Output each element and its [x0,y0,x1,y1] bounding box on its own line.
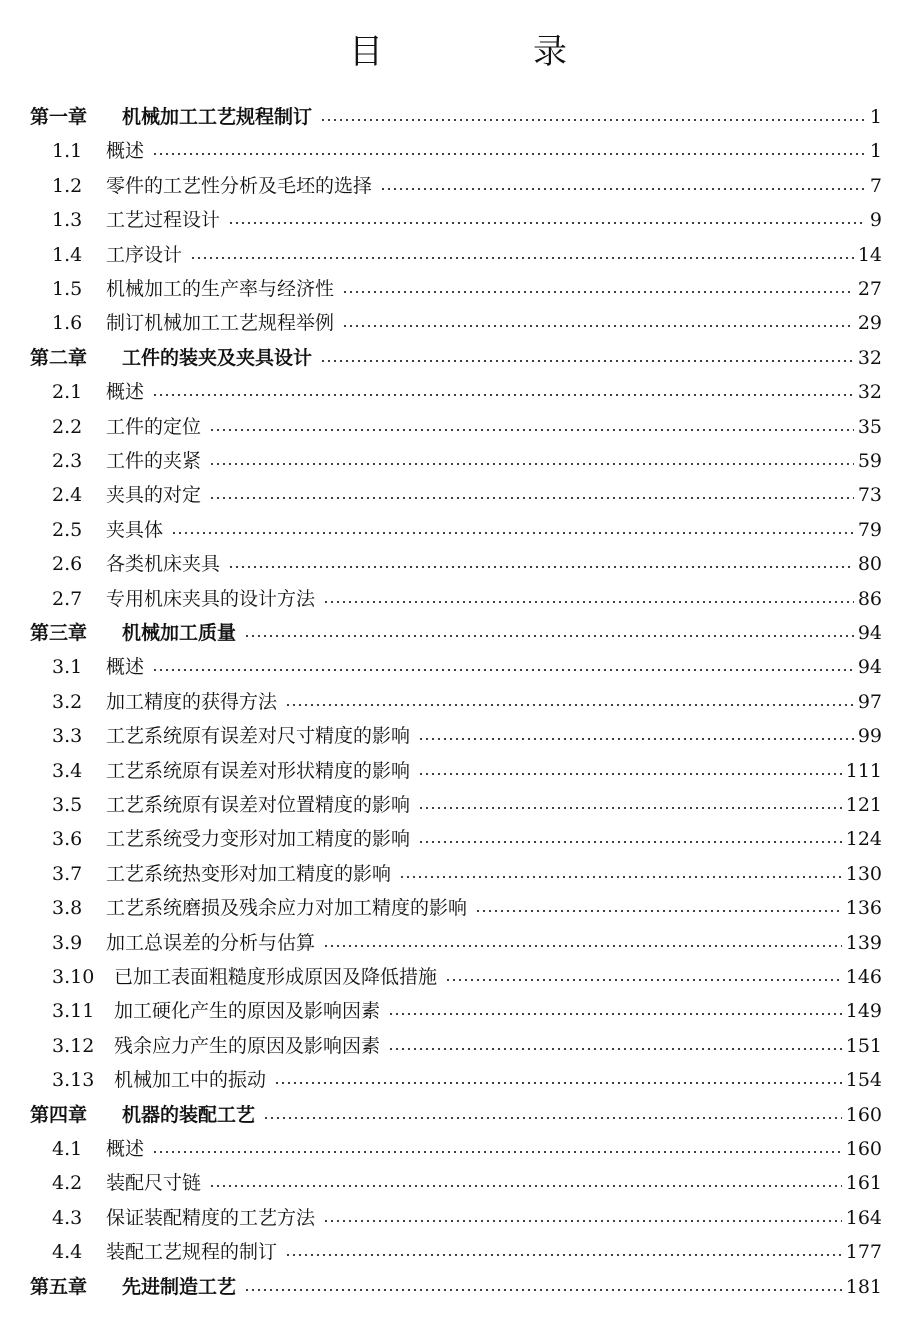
dot-leader [209,1185,842,1187]
dot-leader [418,773,842,775]
toc-page-number: 99 [857,725,882,748]
toc-page-number: 80 [857,553,882,576]
toc-section-entry[interactable] [52,1029,882,1063]
toc-entry-title: 工艺过程设计 [106,209,221,232]
toc-page-number: 160 [845,1138,882,1160]
dot-leader [323,945,842,947]
dot-leader [285,1254,842,1256]
toc-entry-number: 2.4 [52,484,83,507]
toc-entry-number: 2.3 [52,450,83,472]
toc-entry-title: 工件的夹紧 [106,450,202,472]
toc-entry-number: 3.5 [52,794,83,816]
toc-entry-number: 3.12 [52,1034,95,1057]
toc-entry-number: 3.1 [52,656,83,679]
toc-entry-title: 工艺系统热变形对加工精度的影响 [106,862,392,885]
toc-section-entry[interactable] [52,754,882,788]
dot-leader [190,257,854,259]
dot-leader [171,532,854,534]
toc-page-number: 130 [845,862,882,885]
toc-section-entry[interactable] [52,926,882,960]
toc-section-entry[interactable] [52,685,882,719]
toc-entry-number: 3.8 [52,897,83,920]
toc-section-entry[interactable] [52,650,882,684]
toc-section-entry[interactable] [52,513,882,547]
toc-entry-number: 1.3 [52,209,83,232]
toc-entry-title: 已加工表面粗糙度形成原因及降低措施 [114,966,438,988]
toc-entry-number: 2.2 [52,415,83,438]
toc-entry-number: 1.5 [52,278,83,300]
toc-entry-title: 机械加工质量 [122,622,237,644]
toc-entry-title: 工序设计 [106,243,183,266]
toc-section-entry[interactable] [52,1063,882,1097]
toc-section-entry[interactable] [52,169,882,203]
toc-entry-number: 3.6 [52,828,83,851]
toc-entry-title: 概述 [106,140,145,163]
toc-page-number: 59 [857,450,882,472]
dot-leader [323,601,854,603]
dot-leader [209,429,854,431]
toc-entry-number: 第一章 [30,106,88,128]
toc-entry-title: 工艺系统原有误差对尺寸精度的影响 [106,725,411,748]
toc-chapter-entry[interactable] [30,100,882,134]
toc-section-entry[interactable] [52,788,882,822]
toc-entry-title: 各类机床夹具 [106,553,221,576]
toc-entry-number: 4.1 [52,1138,83,1160]
toc-page-number: 121 [845,794,882,816]
toc-section-entry[interactable] [52,203,882,237]
toc-entry-number: 3.7 [52,862,83,885]
toc-section-entry[interactable] [52,582,882,616]
dot-leader [380,188,866,190]
toc-entry-title: 机器的装配工艺 [122,1103,256,1126]
dot-leader [418,807,842,809]
toc-entry-title: 加工精度的获得方法 [106,690,278,713]
toc-section-entry[interactable] [52,375,882,409]
toc-entry-number: 2.7 [52,587,83,610]
toc-chapter-entry[interactable] [30,341,882,375]
toc-page-number: 94 [857,656,882,679]
toc-section-entry[interactable] [52,891,882,925]
dot-leader [152,669,854,671]
dot-leader [399,876,842,878]
toc-entry-title: 机械加工的生产率与经济性 [106,278,335,300]
dot-leader [320,360,854,362]
toc-entry-title: 工件的装夹及夹具设计 [122,346,313,369]
toc-section-entry[interactable] [52,1166,882,1200]
toc-entry-number: 第三章 [30,622,88,644]
toc-chapter-entry[interactable] [30,1270,882,1304]
toc-entry-title: 工艺系统原有误差对位置精度的影响 [106,794,411,816]
dot-leader [418,738,854,740]
dot-leader [209,497,854,499]
toc-page-number: 164 [845,1206,882,1229]
toc-entry-number: 4.4 [52,1241,83,1264]
dot-leader [228,222,866,224]
toc-entry-title: 专用机床夹具的设计方法 [106,587,316,610]
toc-page-number: 149 [845,1000,882,1023]
toc-entry-title: 制订机械加工工艺规程举例 [106,312,335,335]
dot-leader [475,910,842,912]
toc-page-number: 146 [845,966,882,988]
toc-entry-title: 装配工艺规程的制订 [106,1241,278,1264]
toc-entry-title: 保证装配精度的工艺方法 [106,1206,316,1229]
toc-page-number: 79 [857,518,882,541]
dot-leader [152,153,866,155]
toc-entry-title: 夹具体 [106,518,164,541]
page-title: 目 录 [349,32,625,72]
toc-section-entry[interactable] [52,444,882,478]
dot-leader [320,119,866,121]
toc-entry-number: 第四章 [30,1103,88,1126]
toc-page-number: 94 [857,622,882,644]
toc-entry-title: 残余应力产生的原因及影响因素 [114,1034,381,1057]
toc-entry-number: 3.10 [52,966,95,988]
toc-section-entry[interactable] [52,410,882,444]
toc-chapter-entry[interactable] [30,1098,882,1132]
dot-leader [152,394,854,396]
toc-entry-title: 先进制造工艺 [122,1275,237,1298]
toc-entry-number: 1.6 [52,312,83,335]
dot-leader [244,635,854,637]
dot-leader [323,1220,842,1222]
toc-entry-title: 概述 [106,656,145,679]
toc-page-number: 32 [857,346,882,369]
dot-leader [263,1117,842,1119]
toc-section-entry[interactable] [52,1201,882,1235]
toc-entry-title: 加工总误差的分析与估算 [106,931,316,954]
toc-section-entry[interactable] [52,547,882,581]
toc-section-entry[interactable] [52,1132,882,1166]
toc-page-number: 9 [869,209,882,232]
toc-entry-title: 概述 [106,381,145,404]
toc-entry-number: 2.6 [52,553,83,576]
toc-page-number: 86 [857,587,882,610]
toc-page-number: 160 [845,1103,882,1126]
toc-page-number: 1 [869,140,882,163]
toc-section-entry[interactable] [52,272,882,306]
toc-page-number: 181 [845,1275,882,1298]
dot-leader [445,979,842,981]
toc-page-number: 154 [845,1069,882,1092]
toc-section-entry[interactable] [52,238,882,272]
toc-section-entry[interactable] [52,822,882,856]
toc-entry-number: 3.9 [52,931,83,954]
toc-page-number: 32 [857,381,882,404]
toc-entry-number: 3.11 [52,1000,95,1023]
toc-page-number: 139 [845,931,882,954]
toc-page-number: 97 [857,690,882,713]
toc-section-entry[interactable] [52,306,882,340]
toc-page-number: 124 [845,828,882,851]
toc-entry-title: 加工硬化产生的原因及影响因素 [114,1000,381,1023]
toc-entry-number: 1.2 [52,174,83,197]
toc-section-entry[interactable] [52,1235,882,1269]
toc-entry-number: 3.13 [52,1069,95,1092]
toc-entry-number: 4.3 [52,1206,83,1229]
toc-page-number: 35 [857,415,882,438]
dot-leader [342,325,854,327]
toc-entry-number: 第五章 [30,1275,88,1298]
dot-leader [244,1289,842,1291]
toc-chapter-entry[interactable] [30,616,882,650]
toc-entry-number: 3.3 [52,725,83,748]
toc-entry-title: 夹具的对定 [106,484,202,507]
toc-entry-title: 机械加工中的振动 [114,1069,267,1092]
dot-leader [285,704,854,706]
toc-section-entry[interactable] [52,719,882,753]
toc-entry-title: 工艺系统原有误差对形状精度的影响 [106,759,411,782]
toc-page-number: 14 [857,243,882,266]
toc-page-number: 177 [845,1241,882,1264]
toc-entry-number: 2.1 [52,381,83,404]
toc-entry-number: 4.2 [52,1172,83,1195]
toc-page-number: 136 [845,897,882,920]
toc-page-number: 7 [869,174,882,197]
toc-section-entry[interactable] [52,478,882,512]
toc-entry-number: 2.5 [52,518,83,541]
toc-entry-number: 1.4 [52,243,83,266]
toc-page-number: 1 [869,106,882,128]
dot-leader [388,1048,842,1050]
toc-entry-title: 工件的定位 [106,415,202,438]
toc-entry-title: 概述 [106,1138,145,1160]
dot-leader [418,841,842,843]
toc-page-number: 111 [845,759,882,782]
dot-leader [388,1013,842,1015]
toc-page-number: 151 [845,1034,882,1057]
dot-leader [274,1082,842,1084]
toc-section-entry[interactable] [52,960,882,994]
toc-entry-title: 工艺系统磨损及残余应力对加工精度的影响 [106,897,468,920]
dot-leader [228,566,854,568]
toc-page-number: 161 [845,1172,882,1195]
dot-leader [209,463,854,465]
dot-leader [152,1151,842,1153]
toc-entry-title: 零件的工艺性分析及毛坯的选择 [106,174,373,197]
toc-entry-number: 3.4 [52,759,83,782]
toc-entry-number: 1.1 [52,140,83,163]
toc-entry-title: 机械加工工艺规程制订 [122,106,313,128]
toc-section-entry[interactable] [52,857,882,891]
toc-section-entry[interactable] [52,134,882,168]
toc-entry-title: 工艺系统受力变形对加工精度的影响 [106,828,411,851]
dot-leader [342,291,854,293]
toc-entry-title: 装配尺寸链 [106,1172,202,1195]
toc-section-entry[interactable] [52,994,882,1028]
toc-entry-number: 第二章 [30,346,88,369]
toc-page-number: 73 [857,484,882,507]
toc-page-number: 29 [857,312,882,335]
toc-entry-number: 3.2 [52,690,83,713]
toc-page-number: 27 [857,278,882,300]
